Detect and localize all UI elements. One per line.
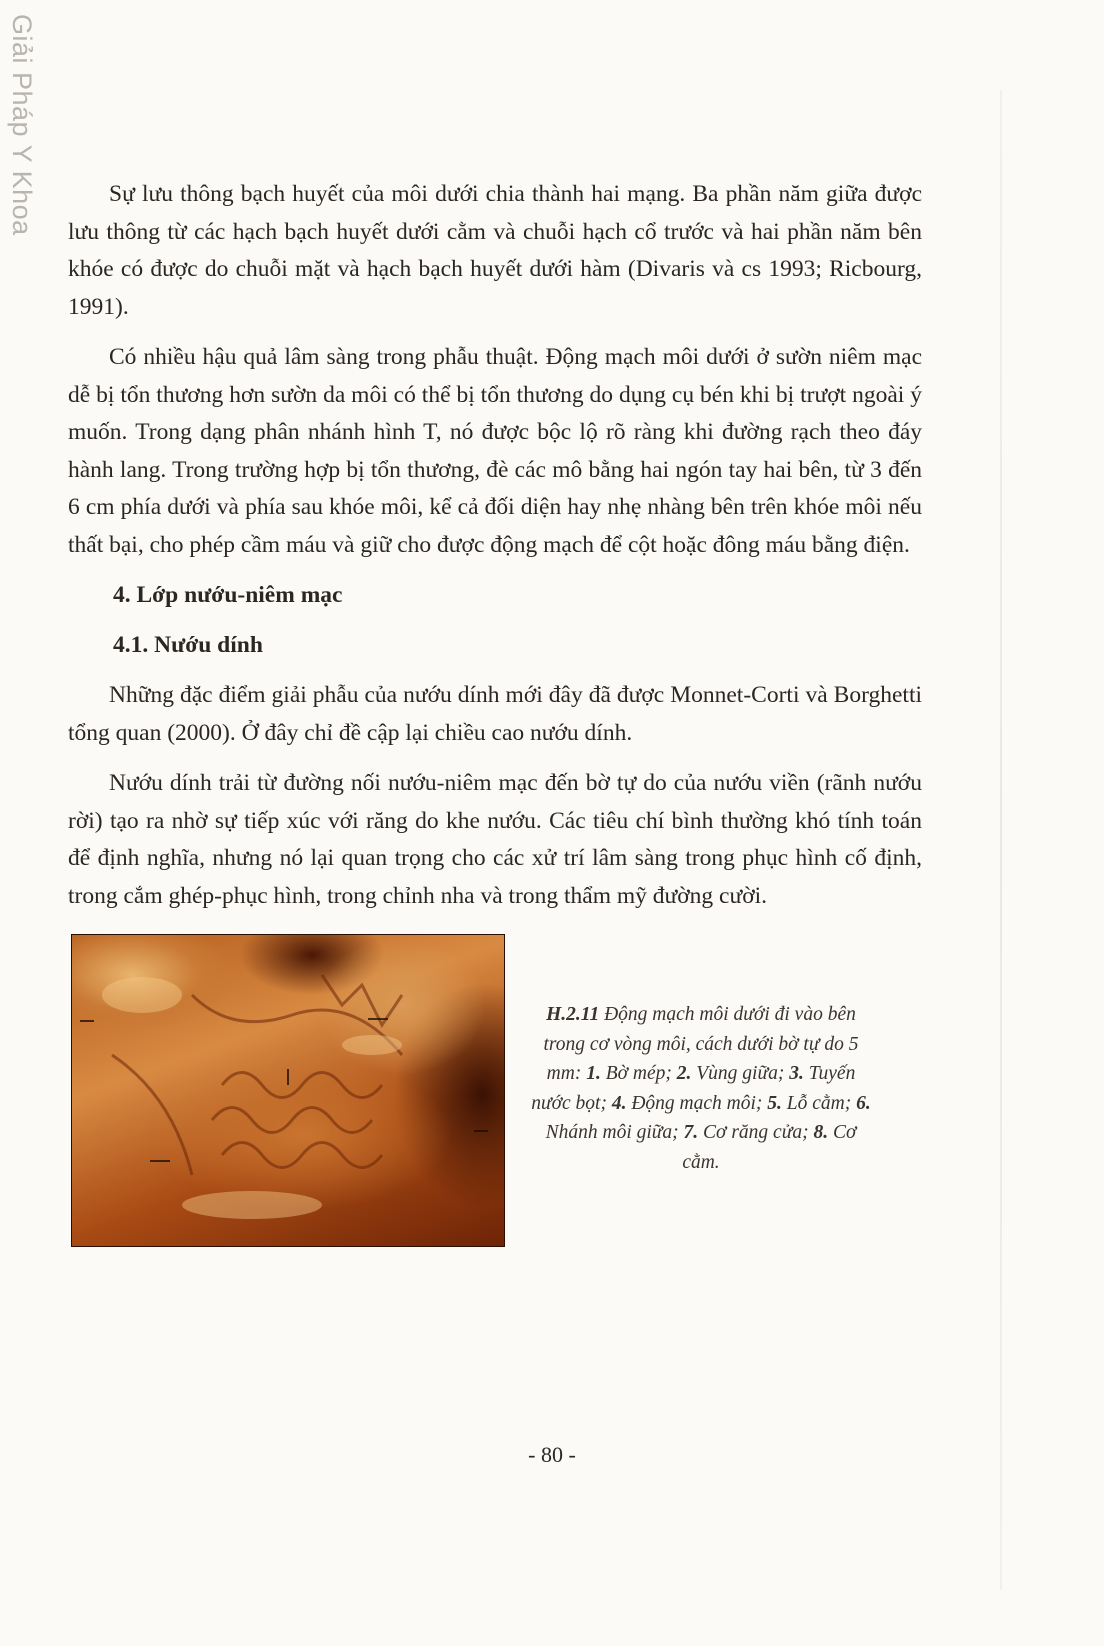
caption-number: 3. — [789, 1063, 804, 1084]
caption-number: 7. — [683, 1122, 699, 1143]
caption-text: Lỗ cằm; — [781, 1092, 857, 1114]
page-content — [68, 176, 922, 1248]
caption-text: Cơ răng cửa; — [698, 1122, 814, 1143]
caption-number: 1. — [586, 1063, 601, 1084]
caption-number: 6. — [856, 1092, 871, 1114]
subsection-heading: 4.1. Nướu dính — [113, 632, 263, 658]
caption-text: Tuyến nước bọt; — [531, 1063, 856, 1114]
section-heading: 4. Lớp nướu-niêm mạc — [113, 582, 343, 608]
figure-caption — [531, 1000, 871, 1177]
page-edge-shadow — [1000, 90, 1002, 1590]
watermark-text: Giải Pháp Y Khoa — [7, 14, 37, 236]
caption-number: 5. — [767, 1092, 782, 1114]
caption-text: Bờ mép; — [600, 1063, 677, 1084]
paragraph-clinical-consequences: Có nhiều hậu quả lâm sàng trong phẫu thuật. Động mạch môi dưới ở sườn niêm mạc dễ bị tổn thương hơn sườn da môi có thể bị tổn thương do dụng cụ bén khi bị trượt ngoài ý muốn. Trong dạng phân nhánh hình T, nó được bộc lộ rõ ràng khi đường rạch theo đáy hành lang. Trong trường hợp bị tổn thương, đè các mô bằng hai ngón tay hai bên, từ 3 đến 6 cm phía dưới và phía sau khóe môi, kể cả đối diện hay nhẹ nhàng bên trên khóe môi nếu thất bại, cho phép cầm máu và giữ cho được động mạch để cột hoặc đông máu bằng điện. — [68, 344, 922, 558]
caption-text: Vùng giữa; — [691, 1063, 790, 1084]
caption-number: 8. — [813, 1122, 829, 1143]
caption-number: H.2.11 — [546, 1004, 600, 1025]
caption-text: Động mạch môi dưới đi vào bên trong cơ vòng môi, cách dưới bờ tự do 5 mm: — [543, 1004, 859, 1084]
caption-number: 2. — [676, 1063, 692, 1084]
caption-text: Nhánh môi giữa; — [545, 1122, 684, 1143]
paragraph-lymphatic: Sự lưu thông bạch huyết của môi dưới chia thành hai mạng. Ba phần năm giữa được lưu thông từ các hạch bạch huyết dưới cằm và chuỗi hạch cổ trước và hai phần năm bên khóe có được do chuỗi mặt và hạch bạch huyết dưới hàm (Divaris và cs 1993; Ricbourg, 1991). — [68, 181, 922, 320]
anatomy-photo-texture — [72, 935, 504, 1246]
paragraph-attached-gingiva-detail: Nướu dính trải từ đường nối nướu-niêm mạc đến bờ tự do của nướu viền (rãnh nướu rời) tạo ra nhờ sự tiếp xúc với răng do khe nướu. Các tiêu chí bình thường khó tính toán để định nghĩa, nhưng nó lại quan trọng cho các xử trí lâm sàng trong phục hình cố định, trong cắm ghép-phục hình, trong chỉnh nha và trong thẩm mỹ đường cười. — [68, 770, 922, 909]
caption-text: Cơ cằm. — [682, 1122, 857, 1173]
anatomy-photo — [71, 934, 505, 1247]
caption-text: Động mạch môi; — [626, 1092, 768, 1114]
page-number: - 80 - — [528, 1442, 576, 1467]
figure — [68, 928, 922, 1248]
paragraph-attached-gingiva-intro: Những đặc điểm giải phẫu của nướu dính mới đây đã được Monnet-Corti và Borghetti tổng quan (2000). Ở đây chỉ đề cập lại chiều cao nướu dính. — [68, 682, 922, 746]
caption-number: 4. — [611, 1092, 627, 1114]
